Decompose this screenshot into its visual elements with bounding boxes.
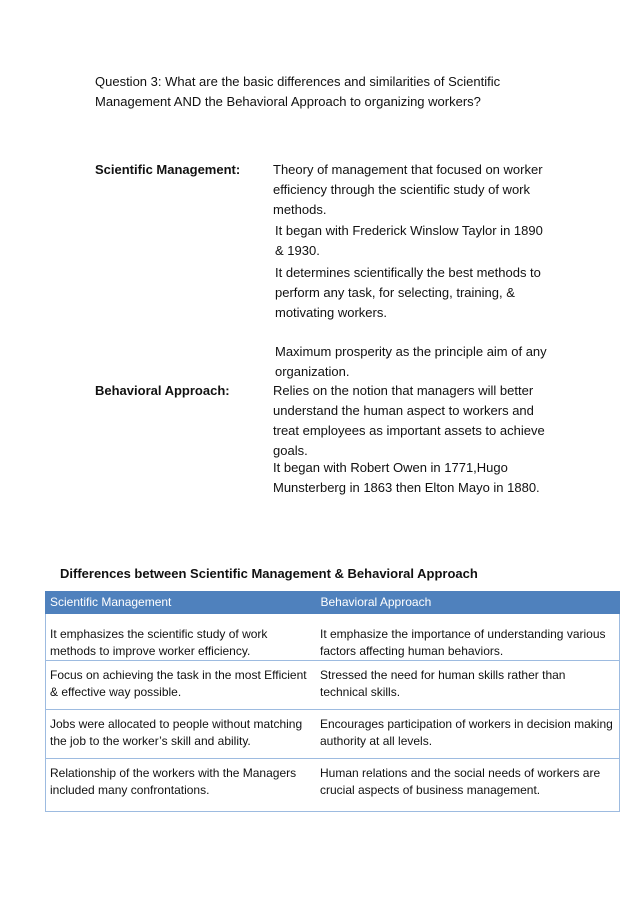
table-row <box>46 661 620 710</box>
question-text: Question 3: What are the basic differences and similarities of Scientific Management AND the Behavioral Approach to organizing workers? <box>95 74 501 109</box>
behavioral-point-2: It began with Robert Owen in 1771,Hugo Munsterberg in 1863 then Elton Mayo in 1880. <box>273 460 540 495</box>
table-header-row <box>46 592 620 614</box>
header-behavioral: Behavioral Approach <box>316 592 620 614</box>
table-cell: Relationship of the workers with the Managers included many confrontations. <box>46 759 317 812</box>
header-scientific: Scientific Management <box>46 592 317 614</box>
scientific-point-1: Theory of management that focused on worker efficiency through the scientific study of work methods. <box>273 162 543 217</box>
behavioral-point-1: Relies on the notion that managers will better understand the human aspect to workers and treat employees as important assets to achieve goals. <box>273 383 545 458</box>
table-cell: It emphasize the importance of understanding various factors affecting human behaviors. <box>320 627 606 658</box>
table-row <box>46 710 620 759</box>
table-cell: Focus on achieving the task in the most Efficient & effective way possible. <box>46 661 317 710</box>
table-cell: Encourages participation of workers in decision making authority at all levels. <box>316 710 620 759</box>
table-cell: It emphasizes the scientific study of work methods to improve worker efficiency. <box>50 627 268 658</box>
scientific-management-label: Scientific Management: <box>95 162 241 177</box>
scientific-point-2: It began with Frederick Winslow Taylor in 1890 & 1930. <box>275 223 543 258</box>
table-cell: Jobs were allocated to people without matching the job to the worker’s skill and ability. <box>46 710 317 759</box>
differences-table <box>45 591 620 812</box>
behavioral-approach-label: Behavioral Approach: <box>95 383 230 398</box>
differences-title: Differences between Scientific Management & Behavioral Approach <box>60 566 478 581</box>
table-cell: Human relations and the social needs of workers are crucial aspects of business management. <box>316 759 620 812</box>
table-cell: Stressed the need for human skills rather than technical skills. <box>316 661 620 710</box>
table-row <box>46 759 620 812</box>
table-row <box>46 614 620 661</box>
scientific-point-3: It determines scientifically the best methods to perform any task, for selecting, training, & motivating workers. <box>275 265 541 320</box>
scientific-point-4: Maximum prosperity as the principle aim of any organization. <box>275 344 547 379</box>
